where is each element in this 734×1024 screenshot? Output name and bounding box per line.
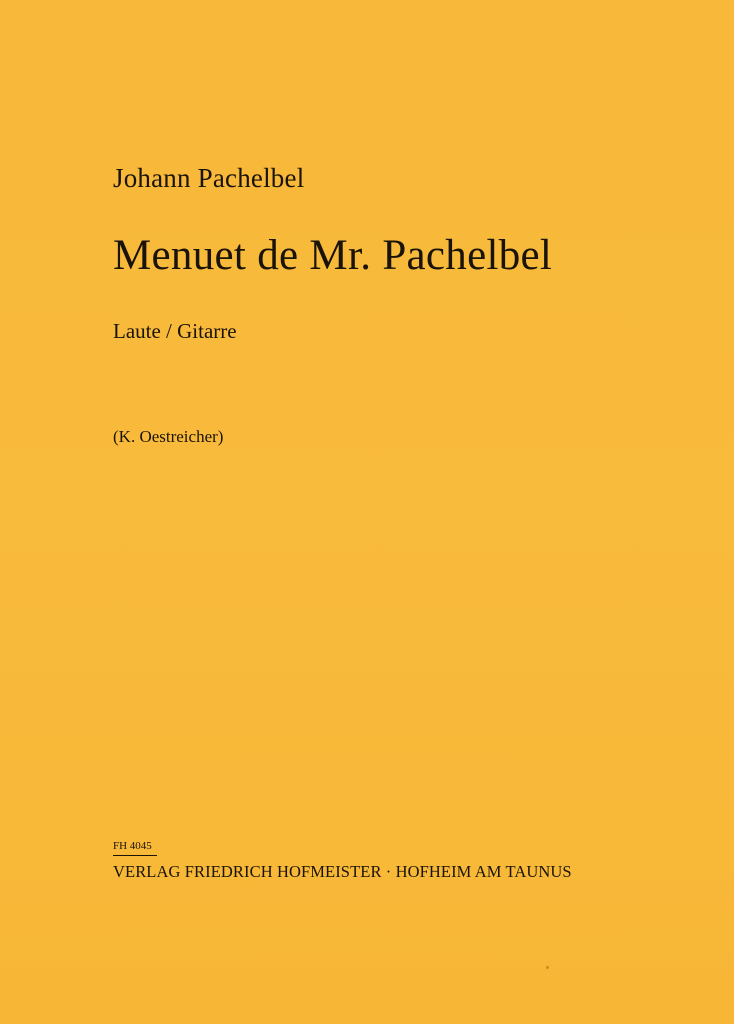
catalog-number: FH 4045 <box>113 840 152 852</box>
work-title: Menuet de Mr. Pachelbel <box>113 232 553 279</box>
paper-speck <box>546 966 549 969</box>
catalog-underline <box>113 855 157 856</box>
composer-name: Johann Pachelbel <box>113 163 305 193</box>
instrumentation: Laute / Gitarre <box>113 319 237 343</box>
publisher-line: VERLAG FRIEDRICH HOFMEISTER · HOFHEIM AM TAUNUS <box>113 862 572 881</box>
arranger-credit: (K. Oestreicher) <box>113 427 224 446</box>
